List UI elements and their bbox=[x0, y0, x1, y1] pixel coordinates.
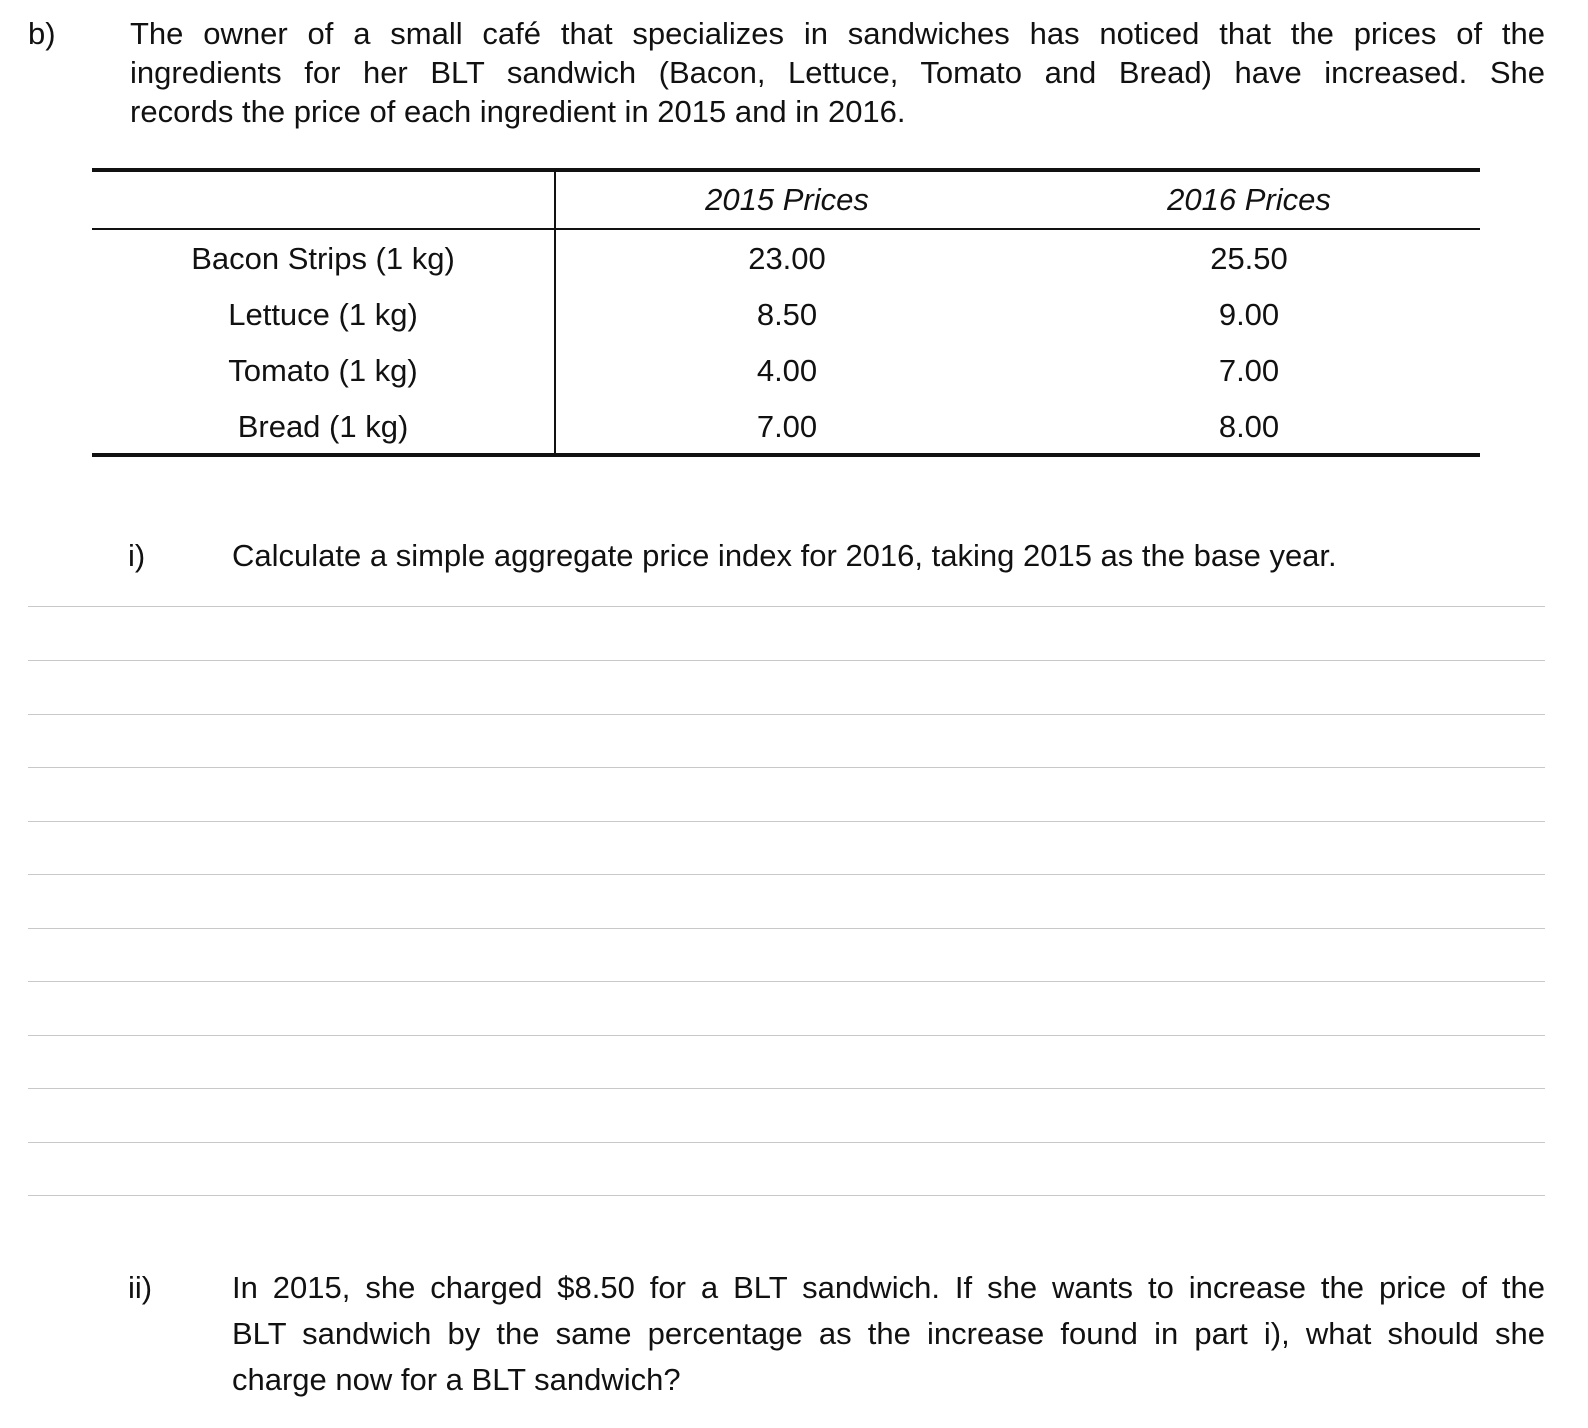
item-name: Bread (1 kg) bbox=[237, 409, 409, 444]
header-2016-prices: 2016 Prices bbox=[1167, 182, 1331, 217]
price-2016: 9.00 bbox=[1218, 297, 1280, 332]
answer-line[interactable] bbox=[28, 928, 1545, 929]
intro-line: ingredients for her BLT sandwich (Bacon, Lettuce, Tomato and Bread) have increased. She bbox=[130, 55, 1545, 90]
price-2015: 23.00 bbox=[748, 241, 826, 276]
question-ii-line: charge now for a BLT sandwich? bbox=[232, 1362, 681, 1397]
price-2016: 7.00 bbox=[1218, 353, 1280, 388]
answer-line[interactable] bbox=[28, 1035, 1545, 1036]
question-ii-text bbox=[232, 1265, 1545, 1403]
price-2016: 25.50 bbox=[1210, 241, 1288, 276]
price-table bbox=[92, 168, 1480, 458]
intro-line: records the price of each ingredient in 2015 and in 2016. bbox=[130, 94, 906, 129]
answer-line[interactable] bbox=[28, 606, 1545, 607]
price-2015: 4.00 bbox=[756, 353, 818, 388]
item-name: Tomato (1 kg) bbox=[228, 353, 418, 388]
answer-line[interactable] bbox=[28, 874, 1545, 875]
price-2015: 8.50 bbox=[756, 297, 818, 332]
question-i-label: i) bbox=[128, 538, 146, 573]
table-header-rule bbox=[92, 228, 1480, 230]
answer-line[interactable] bbox=[28, 1142, 1545, 1143]
table-row bbox=[92, 343, 1480, 399]
part-label: b) bbox=[28, 16, 56, 51]
answer-line[interactable] bbox=[28, 981, 1545, 982]
table-top-rule bbox=[92, 168, 1480, 172]
question-i-text: Calculate a simple aggregate price index for 2016, taking 2015 as the base year. bbox=[232, 538, 1337, 573]
answer-line[interactable] bbox=[28, 660, 1545, 661]
answer-line[interactable] bbox=[28, 1195, 1545, 1196]
table-row bbox=[92, 399, 1480, 455]
price-2015: 7.00 bbox=[756, 409, 818, 444]
question-ii-line: In 2015, she charged $8.50 for a BLT sandwich. If she wants to increase the price of the bbox=[232, 1270, 1545, 1305]
table-row bbox=[92, 231, 1480, 287]
intro-paragraph bbox=[130, 14, 1545, 131]
answer-line[interactable] bbox=[28, 1088, 1545, 1089]
item-name: Bacon Strips (1 kg) bbox=[191, 241, 455, 276]
price-2016: 8.00 bbox=[1218, 409, 1280, 444]
question-ii-line: BLT sandwich by the same percentage as the increase found in part i), what should she bbox=[232, 1316, 1545, 1351]
intro-line: The owner of a small café that specializes in sandwiches has noticed that the prices of the bbox=[130, 16, 1545, 51]
table-row bbox=[92, 287, 1480, 343]
header-2015-prices: 2015 Prices bbox=[705, 182, 869, 217]
answer-line[interactable] bbox=[28, 714, 1545, 715]
answer-line[interactable] bbox=[28, 821, 1545, 822]
answer-line[interactable] bbox=[28, 767, 1545, 768]
question-ii-label: ii) bbox=[128, 1270, 153, 1305]
item-name: Lettuce (1 kg) bbox=[228, 297, 418, 332]
